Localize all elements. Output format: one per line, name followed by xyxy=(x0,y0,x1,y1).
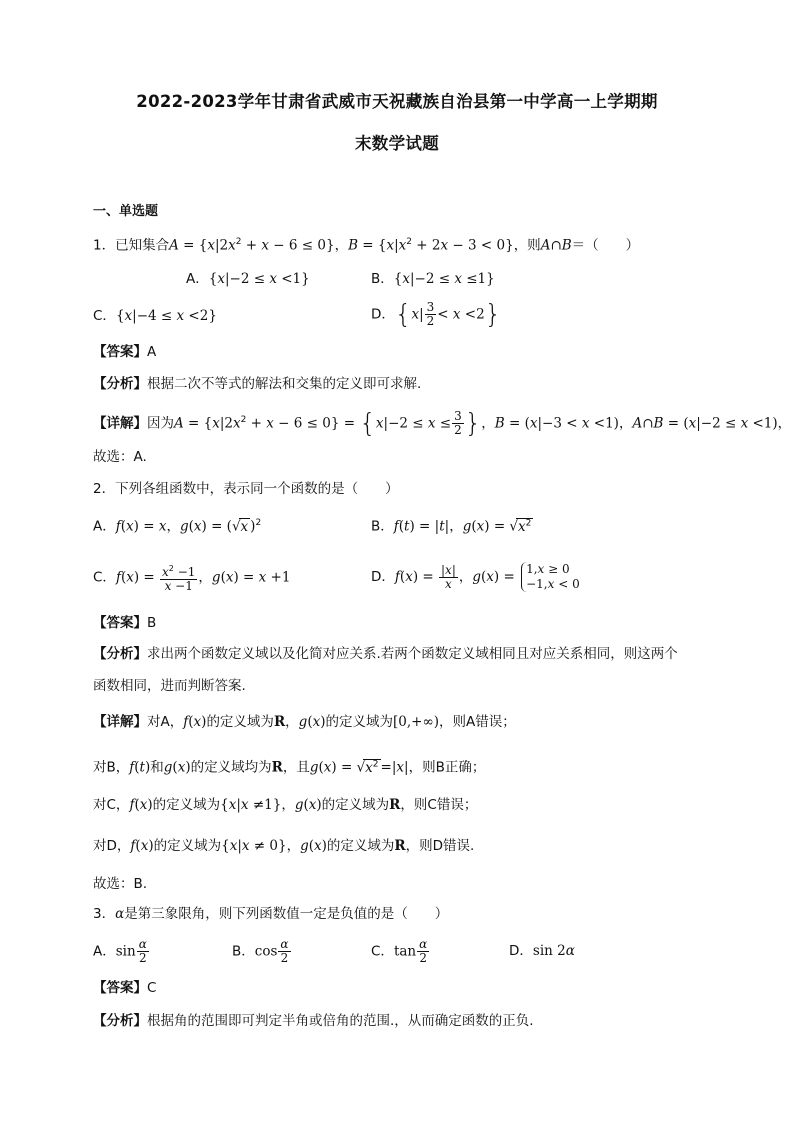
q2-answer: 【答案】B xyxy=(93,615,157,631)
q3-analysis: 【分析】根据角的范围即可判定半角或倍角的范围.，从而确定函数的正负. xyxy=(93,1013,534,1029)
q1-option-b: B．{x|−2 ≤ x ≤1} xyxy=(371,271,495,287)
q2-detail-b: 对B，f(t)和g(x)的定义域均为R，且$g(x) = √x^2 =|x|$，则B正确； xyxy=(93,759,486,776)
q2-detail-d: 对D，f(x)的定义域为{x|x ≠ 0}，g(x)的定义域为R，则D错误. xyxy=(93,838,475,854)
q3-stem: 3．α是第三象限角，则下列函数值一定是负值的是（ ） xyxy=(93,906,449,922)
q3-option-d: D．sin 2α xyxy=(509,943,575,959)
q3-answer: 【答案】C xyxy=(93,980,157,996)
q1-option-c: C．{x|−4 ≤ x <2} xyxy=(93,308,217,324)
q2-conclusion: 故选：B. xyxy=(93,876,148,892)
q1-option-a: A．{x|−2 ≤ x <1} xyxy=(186,271,310,287)
q2-option-b: B．f(t) = |t|，$g(x) = √x^2$ xyxy=(371,518,532,535)
q3-option-a: A．sin $\frac{\alpha}{2}$ xyxy=(93,937,147,965)
q1-conclusion: 故选：A. xyxy=(93,449,147,465)
q2-option-c: C．f(x) = $\frac{x^2 -1}{x -1}$ ，g(x) = x +1 xyxy=(93,564,291,593)
q3-option-c: C．tan $\frac{\alpha}{2}$ xyxy=(371,937,428,965)
q2-analysis-line2: 函数相同，进而判断答案. xyxy=(93,678,246,694)
q2-analysis-line1: 【分析】求出两个函数定义域以及化简对应关系.若两个函数定义域相同且对应关系相同，则这两个 xyxy=(93,646,678,662)
q2-option-d: D．f(x) = $\frac{|x|}{x}$ ，g(x) = 1,x ≥ 0 −1,x < 0 xyxy=(371,562,580,591)
q1-option-d: D．{x| $\frac{3}{2}$ < x <2} xyxy=(371,299,502,330)
document-title-line2: 末数学试题 xyxy=(355,134,439,153)
q2-stem: 2．下列各组函数中，表示同一个函数的是（ ） xyxy=(93,481,399,497)
q3-option-b: B．cos $\frac{\alpha}{2}$ xyxy=(232,937,289,965)
q1-answer: 【答案】A xyxy=(93,344,157,360)
q2-detail-c: 对C，f(x)的定义域为{x|x ≠1}，g(x)的定义域为R，则C错误； xyxy=(93,797,478,813)
document-title-line1: 2022-2023学年甘肃省武威市天祝藏族自治县第一中学高一上学期期 xyxy=(136,92,658,111)
q2-detail-a: 【详解】对A，f(x)的定义域为R，g(x)的定义域为[0,+∞)，则A错误； xyxy=(93,714,516,730)
q2-option-a: A．f(x) = x，g(x) = (√x )$^2$ xyxy=(93,518,262,535)
q1-stem: 1．已知集合$A = \{x|2x^2 + x - 6 \le 0\}$，$B = \{x|x^2 + 2x - 3 < 0\}$，则A∩B＝（ ） xyxy=(93,237,640,254)
section-heading: 一、单选题 xyxy=(93,204,159,219)
q1-detail: 【详解】因为$A = \{x|2x^2 + x - 6 \le 0\} = \{x|-2 \le x$ ≤ $\frac{3}{2}$ }，B = (x|−3 < x <1)，A∩B = (x|−2 ≤ x <1)， xyxy=(93,408,792,439)
q1-analysis: 【分析】根据二次不等式的解法和交集的定义即可求解. xyxy=(93,376,422,392)
q3-options xyxy=(93,938,693,968)
